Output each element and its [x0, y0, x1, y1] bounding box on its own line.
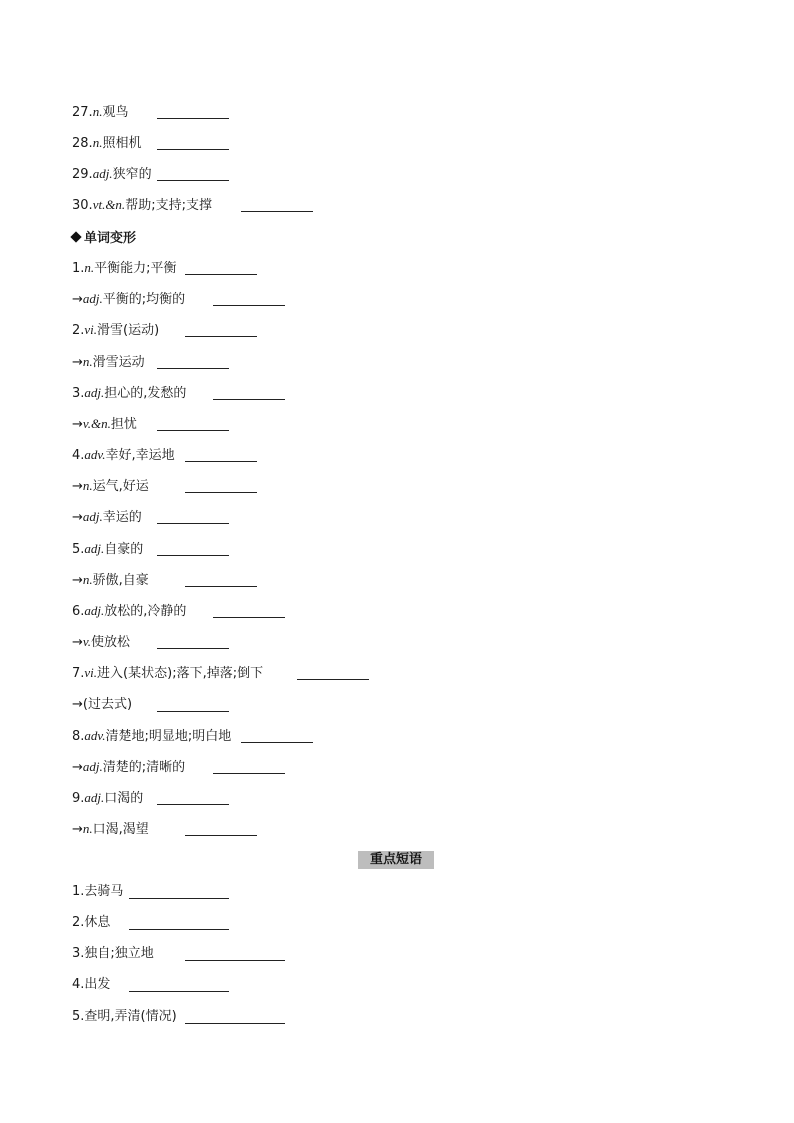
answer-blank[interactable] — [129, 898, 229, 899]
word-form-item: 2.vi.滑雪(运动) — [72, 322, 160, 338]
meaning: 口渴的 — [104, 791, 144, 806]
word-form-derived: →n.运气,好运 — [72, 478, 149, 494]
meaning: (过去式) — [82, 697, 133, 712]
meaning: 平衡能力;平衡 — [94, 261, 177, 276]
phrase-item: 2.休息 — [72, 915, 111, 930]
vocab-item-30: 30.vt.&n.帮助;支持;支撑 — [72, 197, 212, 213]
answer-blank[interactable] — [157, 149, 229, 150]
vocab-item-29: 29.adj.狭窄的 — [72, 166, 152, 182]
word-form-derived: →v.使放松 — [72, 634, 130, 650]
meaning: 照相机 — [102, 136, 142, 151]
answer-blank[interactable] — [157, 523, 229, 524]
meaning: 骄傲,自豪 — [92, 573, 149, 588]
part-of-speech: n. — [82, 821, 93, 836]
word-form-item: 6.adj.放松的,冷静的 — [72, 603, 187, 619]
answer-blank[interactable] — [157, 648, 229, 649]
part-of-speech: n. — [84, 260, 95, 275]
answer-blank[interactable] — [129, 991, 229, 992]
answer-blank[interactable] — [185, 960, 285, 961]
word-form-item: 4.adv.幸好,幸运地 — [72, 447, 175, 463]
part-of-speech: n. — [92, 104, 103, 119]
answer-blank[interactable] — [213, 773, 285, 774]
meaning: 查明,弄清(情况) — [84, 1009, 177, 1024]
answer-blank[interactable] — [241, 742, 313, 743]
part-of-speech: n. — [82, 478, 93, 493]
word-form-derived: →v.&n.担忧 — [72, 416, 137, 432]
meaning: 担心的,发愁的 — [104, 386, 187, 401]
word-form-item: 9.adj.口渴的 — [72, 790, 144, 806]
part-of-speech: v.&n. — [82, 416, 111, 431]
part-of-speech: adj. — [82, 291, 103, 306]
answer-blank[interactable] — [213, 399, 285, 400]
word-form-derived: →n.口渴,渴望 — [72, 821, 149, 837]
answer-blank[interactable] — [297, 679, 369, 680]
meaning: 清楚的;清晰的 — [102, 760, 186, 775]
answer-blank[interactable] — [241, 211, 313, 212]
meaning: 休息 — [84, 915, 111, 930]
section-heading-key-phrases: 重点短语 — [358, 851, 434, 869]
answer-blank[interactable] — [185, 461, 257, 462]
meaning: 使放松 — [90, 635, 130, 650]
phrase-item: 1.去骑马 — [72, 884, 124, 899]
meaning: 狭窄的 — [112, 167, 152, 182]
meaning: 滑雪运动 — [92, 355, 145, 370]
meaning: 帮助;支持;支撑 — [125, 198, 212, 213]
answer-blank[interactable] — [157, 430, 229, 431]
meaning: 运气,好运 — [92, 479, 149, 494]
meaning: 观鸟 — [102, 105, 129, 120]
word-form-derived: →adj.幸运的 — [72, 509, 142, 525]
meaning: 担忧 — [110, 417, 137, 432]
meaning: 自豪的 — [104, 542, 144, 557]
word-form-item: 3.adj.担心的,发愁的 — [72, 385, 187, 401]
part-of-speech: n. — [82, 354, 93, 369]
word-form-item: 8.adv.清楚地;明显地;明白地 — [72, 728, 232, 744]
answer-blank[interactable] — [157, 804, 229, 805]
answer-blank[interactable] — [157, 555, 229, 556]
meaning: 放松的,冷静的 — [104, 604, 187, 619]
answer-blank[interactable] — [157, 711, 229, 712]
part-of-speech: n. — [82, 572, 93, 587]
word-form-item: 7.vi.进入(某状态);落下,掉落;倒下 — [72, 665, 264, 681]
part-of-speech: vi. — [84, 322, 98, 337]
part-of-speech: vt.&n. — [92, 197, 126, 212]
word-form-derived: →n.骄傲,自豪 — [72, 572, 149, 588]
part-of-speech: vi. — [84, 665, 98, 680]
section-title-word-forms: 单词变形 — [72, 229, 136, 249]
answer-blank[interactable] — [185, 336, 257, 337]
part-of-speech: adj. — [82, 509, 103, 524]
meaning: 清楚地;明显地;明白地 — [105, 729, 232, 744]
answer-blank[interactable] — [185, 586, 257, 587]
part-of-speech: adj. — [84, 603, 105, 618]
part-of-speech: adj. — [84, 541, 105, 556]
word-form-item: 5.adj.自豪的 — [72, 541, 144, 557]
part-of-speech: adv. — [84, 447, 106, 462]
answer-blank[interactable] — [185, 1023, 285, 1024]
meaning: 独自;独立地 — [84, 946, 154, 961]
meaning: 口渴,渴望 — [92, 822, 149, 837]
meaning: 出发 — [84, 977, 111, 992]
part-of-speech: adj. — [82, 759, 103, 774]
phrase-item: 5.查明,弄清(情况) — [72, 1009, 177, 1024]
word-form-derived: →adj.清楚的;清晰的 — [72, 759, 186, 775]
meaning: 幸运的 — [102, 510, 142, 525]
meaning: 进入(某状态);落下,掉落;倒下 — [97, 666, 264, 681]
phrase-item: 3.独自;独立地 — [72, 946, 154, 961]
word-form-item: 1.n.平衡能力;平衡 — [72, 260, 177, 276]
part-of-speech: n. — [92, 135, 103, 150]
part-of-speech: adj. — [84, 790, 105, 805]
answer-blank[interactable] — [157, 118, 229, 119]
meaning: 平衡的;均衡的 — [102, 292, 186, 307]
meaning: 幸好,幸运地 — [105, 448, 175, 463]
vocab-item-28: 28.n.照相机 — [72, 135, 142, 151]
meaning: 滑雪(运动) — [97, 323, 160, 338]
diamond-bullet-icon — [70, 231, 81, 242]
answer-blank[interactable] — [157, 368, 229, 369]
word-form-derived: →n.滑雪运动 — [72, 354, 145, 370]
part-of-speech: adv. — [84, 728, 106, 743]
answer-blank[interactable] — [185, 835, 257, 836]
answer-blank[interactable] — [185, 274, 257, 275]
word-form-derived: →adj.平衡的;均衡的 — [72, 291, 186, 307]
vocab-item-27: 27.n.观鸟 — [72, 104, 129, 120]
part-of-speech: adj. — [84, 385, 105, 400]
part-of-speech: adj. — [92, 166, 113, 181]
word-form-derived: →(过去式) — [72, 697, 133, 712]
answer-blank[interactable] — [213, 617, 285, 618]
part-of-speech: v. — [82, 634, 91, 649]
meaning: 去骑马 — [84, 884, 124, 899]
answer-blank[interactable] — [185, 492, 257, 493]
answer-blank[interactable] — [213, 305, 285, 306]
answer-blank[interactable] — [129, 929, 229, 930]
answer-blank[interactable] — [157, 180, 229, 181]
phrase-item: 4.出发 — [72, 977, 111, 992]
